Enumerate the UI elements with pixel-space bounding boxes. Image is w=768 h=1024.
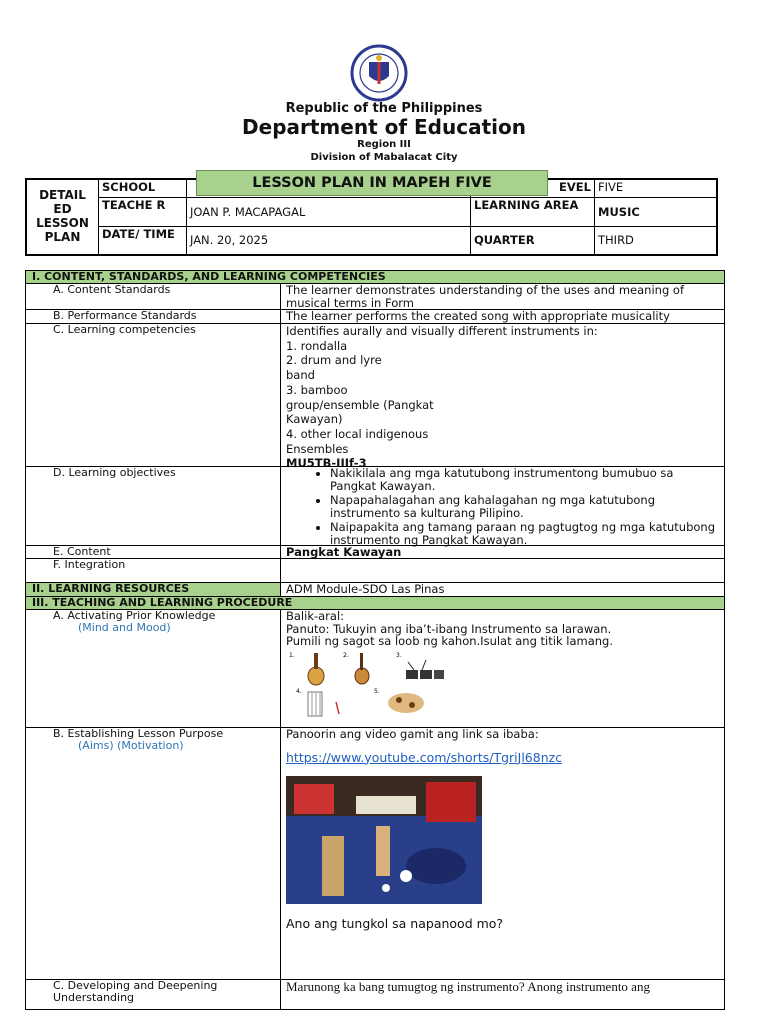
- competency-line: group/ensemble (Pangkat: [286, 397, 434, 412]
- learning-objectives-label: D. Learning objectives: [26, 467, 281, 545]
- section-learning-resources: II. LEARNING RESOURCES: [26, 583, 281, 596]
- quarter-label: QUARTER: [471, 227, 595, 254]
- teacher-value: JOAN P. MACAPAGAL: [187, 198, 471, 227]
- mind-and-mood-label: (Mind and Mood): [78, 621, 171, 634]
- competency-code: MU5TB-IIIf-3: [286, 456, 367, 471]
- competency-line: 2. drum and lyre: [286, 353, 382, 368]
- prior-knowledge-label: A. Activating Prior Knowledge: [53, 609, 216, 622]
- deped-seal-logo: [345, 44, 413, 102]
- video-question: Ano ang tungkol sa napanood mo?: [286, 916, 504, 931]
- instrument-pictures: [286, 650, 486, 722]
- drum-and-lyre-picture: [406, 660, 444, 679]
- video-thumbnail-image: [286, 776, 482, 904]
- video-instruction: Panoorin ang video gamit ang link sa ibaba:: [286, 727, 539, 741]
- integration-row: [25, 558, 725, 582]
- deepening-understanding-text: Marunong ka bang tumugtog ng instrumento? Anong instrumento ang: [286, 979, 650, 994]
- competency-line: 3. bamboo: [286, 382, 348, 397]
- picture-number: 2.: [343, 651, 349, 659]
- cymbals-picture: [388, 693, 424, 713]
- learning-resources-value: ADM Module-SDO Las Pinas: [286, 582, 445, 596]
- learning-area-label: LEARNING AREA: [471, 198, 595, 227]
- review-instruction: Pumili ng sagot sa loob ng kahon.Isulat ang titik lamang.: [286, 634, 614, 648]
- deepening-understanding-label: C. Developing and Deepening Understanding: [26, 980, 281, 1009]
- prior-knowledge-row: [25, 609, 725, 727]
- division-heading: Division of Mabalacat City: [310, 152, 458, 163]
- prior-knowledge-content: [286, 610, 720, 722]
- content-label: E. Content: [26, 546, 281, 558]
- department-heading: Department of Education: [242, 115, 526, 139]
- content-standards-row: [25, 283, 725, 309]
- review-heading: Balik-aral:: [286, 609, 345, 623]
- level-value: FIVE: [595, 180, 716, 198]
- competency-line: Ensembles: [286, 441, 349, 456]
- picture-number: 5.: [374, 687, 380, 695]
- aims-motivation-label: (Aims) (Motivation): [78, 739, 184, 752]
- learning-objectives-row: [25, 466, 725, 545]
- objective-item: • Napapahalagahan ang kahalagahan ng mga katutubong instrumento sa kulturang Pilipino.: [330, 494, 720, 519]
- performance-standards-row: [25, 309, 725, 323]
- lesson-purpose-row: [25, 727, 725, 979]
- school-label: SCHOOL: [99, 180, 187, 198]
- lesson-plan-title-banner: LESSON PLAN IN MAPEH FIVE: [196, 170, 548, 196]
- performance-standards-value: The learner performs the created song with appropriate musicality: [286, 309, 670, 323]
- competency-line: 1. rondalla: [286, 338, 348, 353]
- competency-line: Kawayan): [286, 412, 343, 427]
- lesson-purpose-cell: [26, 728, 281, 979]
- learning-objectives-list: [286, 467, 720, 548]
- date-value: JAN. 20, 2025: [187, 227, 471, 254]
- review-instruction: Panuto: Tukuyin ang iba’t-ibang Instrumento sa larawan.: [286, 621, 612, 636]
- bamboo-instrument-picture: [308, 692, 339, 716]
- objective-item: • Naipapakita ang tamang paraan ng pagtugtog ng mga katutubong instrumento ng Pangkat Kawayan.: [330, 521, 720, 546]
- region-heading: Region III: [357, 139, 411, 150]
- competency-line: 4. other local indigenous: [286, 426, 429, 441]
- youtube-video-link[interactable]: https://www.youtube.com/shorts/TgriJl68nzc: [286, 749, 563, 765]
- plan-type-label: DETAIL ED LESSON PLAN: [27, 180, 99, 254]
- section-teaching-procedure: III. TEACHING AND LEARNING PROCEDURE: [25, 596, 725, 609]
- objective-item: • Nakikilala ang mga katutubong instrumentong bumubuo sa Pangkat Kawayan.: [330, 467, 720, 492]
- republic-heading: Republic of the Philippines: [285, 101, 483, 116]
- deepening-understanding-row: [25, 979, 725, 1010]
- content-standards-value: The learner demonstrates understanding of the uses and meaning of musical terms in Form: [286, 283, 684, 310]
- guitar-picture: [308, 653, 324, 685]
- learning-competencies-value: [286, 324, 720, 471]
- picture-number: 4.: [296, 687, 302, 695]
- lesson-purpose-content: [286, 728, 720, 931]
- date-label: DATE/ TIME: [99, 227, 187, 254]
- lesson-purpose-label: B. Establishing Lesson Purpose: [53, 727, 224, 740]
- integration-label: F. Integration: [26, 559, 281, 582]
- learning-competencies-label: C. Learning competencies: [26, 324, 281, 466]
- competency-line: Identifies aurally and visually different instruments in:: [286, 324, 598, 338]
- learning-competencies-row: [25, 323, 725, 471]
- content-row: [25, 545, 725, 558]
- content-standards-label: A. Content Standards: [26, 284, 281, 309]
- prior-knowledge-cell: [26, 610, 281, 727]
- learning-resources-row: [25, 582, 725, 596]
- competency-line: band: [286, 368, 315, 383]
- learning-area-value: MUSIC: [595, 198, 716, 227]
- teacher-label: TEACHE R: [99, 198, 187, 227]
- section-content-standards: I. CONTENT, STANDARDS, AND LEARNING COMPETENCIES: [25, 270, 725, 283]
- bandurria-picture: [355, 653, 369, 684]
- performance-standards-label: B. Performance Standards: [26, 310, 281, 323]
- picture-number: 1.: [289, 651, 295, 659]
- quarter-value: THIRD: [598, 233, 634, 247]
- level-label: EVEL: [471, 180, 595, 198]
- picture-number: 3.: [396, 651, 402, 659]
- content-value: Pangkat Kawayan: [286, 545, 402, 559]
- lesson-content-table: [25, 270, 725, 1010]
